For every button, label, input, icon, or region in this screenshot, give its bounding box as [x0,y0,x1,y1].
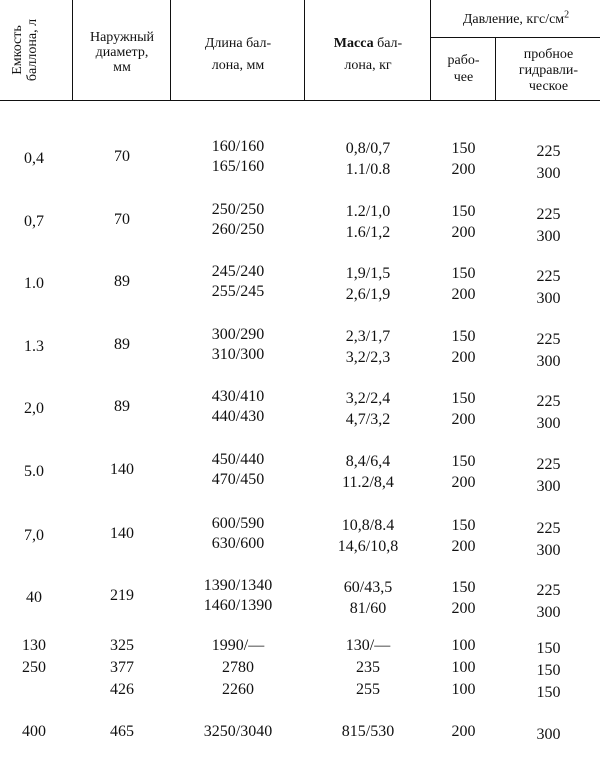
mass-cell: 255 [356,681,380,698]
length-cell: 255/245 [211,283,265,300]
test-pressure-cell: 300 [536,604,561,621]
length-cell: 430/410 [211,388,265,405]
mass-cell: 10,8/8.4 [341,517,395,534]
mass-cell: 3,2/2,4 [345,390,391,407]
test-pressure-cell: 300 [536,542,561,559]
length-cell: 1990/— [211,637,265,654]
mass-cell: 235 [356,659,380,676]
capacity-cell: 130 [22,637,46,654]
mass-cell: 2,3/1,7 [345,328,391,345]
mass-cell: 815/530 [341,723,395,740]
test-pressure-cell: 300 [536,228,561,245]
diameter-cell: 70 [114,211,130,228]
test-pressure-cell: 150 [536,640,561,657]
mass-cell: 81/60 [349,600,387,617]
mass-cell: 3,2/2,3 [345,349,391,366]
test-pressure-cell: 225 [536,582,561,599]
test-pressure-cell: 300 [536,290,561,307]
mass-cell: 11.2/8,4 [342,474,394,491]
test-pressure-cell: 150 [536,684,561,701]
length-cell: 3250/3040 [203,723,273,740]
header-bottom-rule [0,100,600,101]
length-cell: 440/430 [211,408,265,425]
length-cell: 310/300 [211,346,265,363]
working-pressure-cell: 150 [451,203,476,220]
diameter-cell: 140 [110,525,134,542]
mass-cell: 14,6/10,8 [337,538,399,555]
col-divider-4 [430,0,431,100]
header-mass: Масса бал- лона, кг [333,36,403,73]
working-pressure-cell: 200 [451,538,476,555]
working-pressure-cell: 150 [451,453,476,470]
working-pressure-cell: 200 [451,286,476,303]
mass-cell: 1,9/1,5 [345,265,391,282]
working-pressure-cell: 100 [451,659,476,676]
capacity-cell: 5.0 [24,463,44,480]
header-capacity: Емкость баллона, л [10,18,40,82]
diameter-cell: 426 [110,681,134,698]
test-pressure-cell: 225 [536,520,561,537]
col-divider-1 [72,0,73,100]
working-pressure-cell: 200 [451,349,476,366]
mass-cell: 1.6/1,2 [345,224,391,241]
length-cell: 165/160 [211,158,265,175]
mass-cell: 1.1/0.8 [345,161,391,178]
length-cell: 1460/1390 [203,597,273,614]
test-pressure-cell: 300 [536,478,561,495]
working-pressure-cell: 200 [451,411,476,428]
capacity-cell: 400 [22,723,46,740]
diameter-cell: 89 [114,336,130,353]
working-pressure-cell: 200 [451,161,476,178]
length-cell: 630/600 [211,535,265,552]
working-pressure-cell: 200 [451,600,476,617]
diameter-cell: 89 [114,273,130,290]
diameter-cell: 325 [110,637,134,654]
test-pressure-cell: 225 [536,206,561,223]
working-pressure-cell: 200 [451,224,476,241]
diameter-cell: 89 [114,398,130,415]
test-pressure-cell: 225 [536,393,561,410]
diameter-cell: 219 [110,587,134,604]
length-cell: 450/440 [211,451,265,468]
header-length: Длина бал- лона, мм [204,36,272,73]
length-cell: 470/450 [211,471,265,488]
mass-cell: 1.2/1,0 [345,203,391,220]
length-cell: 1390/1340 [203,577,273,594]
test-pressure-cell: 150 [536,662,561,679]
length-cell: 260/250 [211,221,265,238]
working-pressure-cell: 100 [451,637,476,654]
capacity-cell: 1.0 [24,275,44,292]
working-pressure-cell: 150 [451,328,476,345]
header-working-pressure: рабо- чее [447,53,480,85]
capacity-cell: 40 [26,589,42,606]
capacity-cell: 0,7 [24,213,44,230]
col-divider-5 [495,38,496,100]
working-pressure-cell: 200 [451,474,476,491]
diameter-cell: 465 [110,723,134,740]
test-pressure-cell: 225 [536,268,561,285]
length-cell: 2780 [222,659,254,676]
col-divider-2 [170,0,171,100]
capacity-cell: 7,0 [24,527,44,544]
working-pressure-cell: 150 [451,390,476,407]
test-pressure-cell: 300 [536,353,561,370]
mass-cell: 60/43,5 [343,579,393,596]
test-pressure-cell: 225 [536,331,561,348]
length-cell: 300/290 [211,326,265,343]
capacity-cell: 250 [22,659,46,676]
length-cell: 160/160 [211,138,265,155]
diameter-cell: 140 [110,461,134,478]
test-pressure-cell: 300 [536,726,561,743]
length-cell: 2260 [222,681,254,698]
working-pressure-cell: 100 [451,681,476,698]
header-pressure: Давление, кгс/$см^2$ [462,9,570,27]
length-cell: 245/240 [211,263,265,280]
length-cell: 600/590 [211,515,265,532]
header-diameter: Наружный диаметр, мм [89,30,155,75]
diameter-cell: 377 [110,659,134,676]
test-pressure-cell: 300 [536,415,561,432]
working-pressure-cell: 150 [451,140,476,157]
length-cell: 250/250 [211,201,265,218]
mass-cell: 2,6/1,9 [345,286,391,303]
capacity-cell: 0,4 [24,150,44,167]
mass-cell: 4,7/3,2 [345,411,391,428]
test-pressure-cell: 225 [536,143,561,160]
header-test-pressure: пробное гидравли- ческое [518,47,579,94]
working-pressure-cell: 150 [451,265,476,282]
test-pressure-cell: 300 [536,165,561,182]
capacity-cell: 1.3 [24,338,44,355]
capacity-cell: 2,0 [24,400,44,417]
pressure-underline [430,37,600,38]
test-pressure-cell: 225 [536,456,561,473]
working-pressure-cell: 150 [451,517,476,534]
mass-cell: 130/— [345,637,391,654]
mass-cell: 0,8/0,7 [345,140,391,157]
mass-cell: 8,4/6,4 [345,453,391,470]
working-pressure-cell: 200 [451,723,476,740]
col-divider-3 [304,0,305,100]
diameter-cell: 70 [114,148,130,165]
working-pressure-cell: 150 [451,579,476,596]
